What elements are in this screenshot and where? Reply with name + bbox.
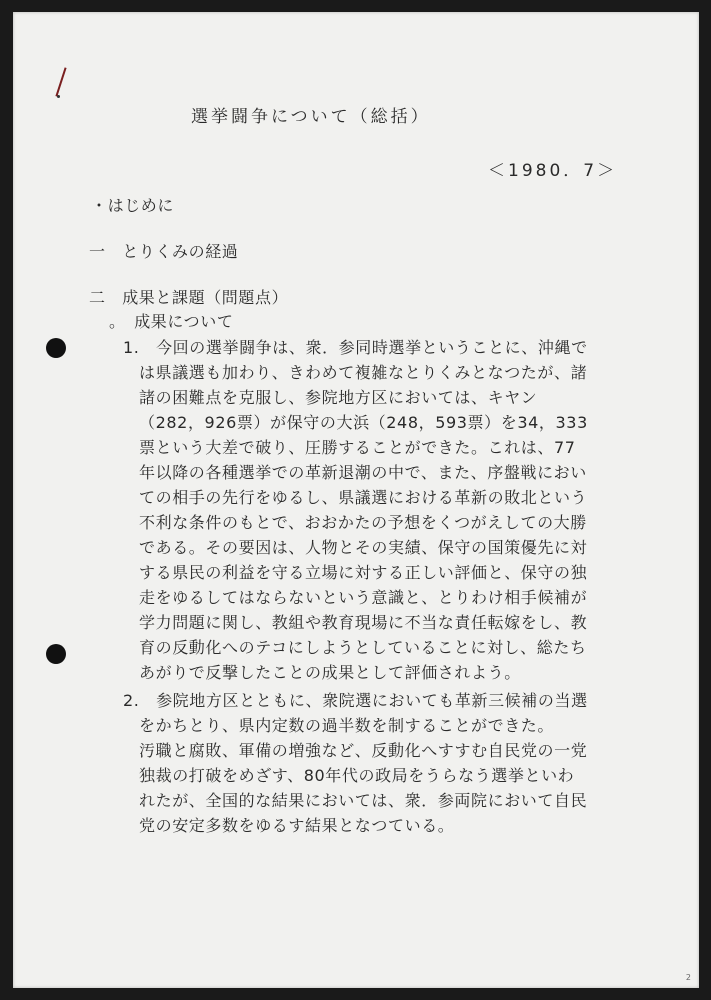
punch-hole-icon bbox=[46, 338, 66, 358]
heading-section-2: 二 成果と課題（問題点） bbox=[89, 288, 289, 307]
body-line: 育の反動化へのテコにしようとしていることに対し、総たち bbox=[139, 638, 587, 657]
document-title: 選挙闘争について（総括） bbox=[191, 107, 431, 127]
body-line: 走をゆるしてはならないという意識と、とりわけ相手候補が bbox=[139, 588, 588, 607]
page-mark: 2 bbox=[685, 973, 691, 982]
body-line: 独裁の打破をめざす、80年代の政局をうらなう選挙といわ bbox=[139, 766, 575, 785]
body-line: 諸の困難点を克服し、参院地方区においては、キヤン bbox=[139, 388, 538, 407]
body-line: 年以降の各種選挙での革新退潮の中で、また、序盤戦におい bbox=[139, 463, 587, 482]
heading-intro: ・はじめに bbox=[91, 196, 175, 215]
body-line: する県民の利益を守る立場に対する正しい評価と、保守の独 bbox=[139, 563, 588, 582]
body-line: 汚職と腐敗、軍備の増強など、反動化へすすむ自民党の一党 bbox=[139, 741, 588, 760]
ink-dot bbox=[57, 95, 60, 98]
body-line: をかちとり、県内定数の過半数を制することができた。 bbox=[139, 716, 555, 735]
document-page bbox=[13, 12, 699, 988]
heading-section-1: 一 とりくみの経過 bbox=[89, 242, 239, 261]
body-line: れたが、全国的な結果においては、衆．参両院において自民 bbox=[139, 791, 588, 810]
body-line: 学力問題に関し、教組や教育現場に不当な責任転嫁をし、教 bbox=[139, 613, 588, 632]
body-line: （282，926票）が保守の大浜（248，593票）を34，333 bbox=[139, 413, 588, 432]
body-line: 党の安定多数をゆるす結果となつている。 bbox=[139, 816, 455, 835]
body-line: ての相手の先行をゆるし、県議選における革新の敗北という bbox=[139, 488, 588, 507]
body-line: あがりで反撃したことの成果として評価されよう。 bbox=[139, 663, 521, 682]
pen-mark bbox=[55, 67, 66, 96]
subheading-results: 。 成果について bbox=[109, 312, 234, 331]
body-line: は県議選も加わり、きわめて複雑なとりくみとなつたが、諸 bbox=[139, 363, 588, 382]
document-date: ＜1980．7＞ bbox=[488, 161, 618, 181]
punch-hole-icon bbox=[46, 644, 66, 664]
body-line: 票という大差で破り、圧勝することができた。これは、77 bbox=[139, 438, 576, 457]
body-line: 1. 今回の選挙闘争は、衆．参同時選挙ということに、沖縄で bbox=[123, 338, 588, 357]
body-line: 不利な条件のもとで、おおかたの予想をくつがえしての大勝 bbox=[139, 513, 587, 532]
body-line: 2. 参院地方区とともに、衆院選においても革新三候補の当選 bbox=[123, 691, 588, 710]
body-line: である。その要因は、人物とその実績、保守の国策優先に対 bbox=[139, 538, 588, 557]
